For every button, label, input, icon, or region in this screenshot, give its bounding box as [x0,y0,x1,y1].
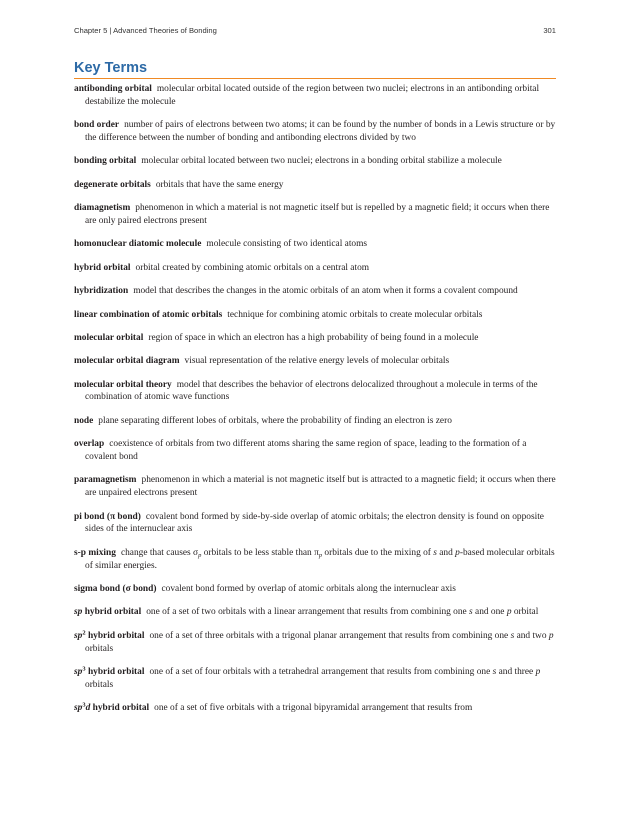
term-name: s-p mixing [74,547,116,558]
glossary-entry [74,702,556,715]
term-name: homonuclear diatomic molecule [74,239,202,250]
term-definition: one of a set of three orbitals with a trigonal planar arrangement that results from combining one s and two p orbitals [85,630,554,654]
term-name: bond order [74,120,120,131]
glossary-entry [74,202,556,228]
term-definition: coexistence of orbitals from two different atoms sharing the same region of space, leading to the formation of a covalent bond [85,439,527,463]
term-name: node [74,415,94,426]
term-name: molecular orbital diagram [74,356,180,367]
term-name: degenerate orbitals [74,179,151,190]
page-number: 301 [543,26,556,35]
glossary-entry [74,309,556,322]
key-terms-list [74,83,556,726]
glossary-entry [74,355,556,368]
glossary-entry [74,474,556,500]
glossary-entry [74,583,556,596]
term-definition: orbitals that have the same energy [155,179,284,190]
glossary-entry [74,438,556,464]
glossary-entry [74,119,556,145]
term-name: sigma bond (σ bond) [74,584,157,595]
glossary-entry [74,285,556,298]
term-name: antibonding orbital [74,84,152,94]
term-definition: region of space in which an electron has a high probability of being found in a molecule [148,332,479,343]
term-definition: one of a set of four orbitals with a tetrahedral arrangement that results from combining one s and three p orbitals [85,666,541,690]
term-definition: molecular orbital located outside of the region between two nuclei; electrons in an antibonding orbital destabilize the molecule [85,84,540,107]
term-definition: model that describes the behavior of electrons delocalized throughout a molecule in terms of the combination of atomic wave functions [85,379,538,403]
term-definition: covalent bond formed by side-by-side overlap of atomic orbitals; the electron density is found on opposite sides of the internuclear axis [85,511,544,535]
term-definition: plane separating different lobes of orbitals, where the probability of finding an electron is zero [98,415,452,426]
term-definition: phenomenon in which a material is not magnetic itself but is repelled by a magnetic field; it occurs when there are only paired electrons present [85,203,550,226]
glossary-entry [74,262,556,275]
glossary-entry [74,511,556,537]
term-name: hybrid orbital [74,262,131,273]
glossary-entry [74,415,556,428]
glossary-entry [74,379,556,405]
section-title: Key Terms [74,59,556,79]
glossary-entry [74,606,556,619]
term-definition: molecular orbital located between two nuclei; electrons in a bonding orbital stabilize a molecule [141,156,502,167]
term-definition: covalent bond formed by overlap of atomic orbitals along the internuclear axis [161,584,456,595]
term-definition: model that describes the changes in the atomic orbitals of an atom when it forms a covalent compound [133,286,518,297]
glossary-entry [74,666,556,692]
glossary-entry [74,83,556,109]
glossary-entry [74,155,556,168]
term-name: linear combination of atomic orbitals [74,309,223,320]
chapter-title: Chapter 5 | Advanced Theories of Bonding [74,26,217,35]
term-definition: one of a set of five orbitals with a trigonal bipyramidal arrangement that results from [154,703,473,714]
term-name: sp hybrid orbital [74,607,142,618]
term-name: molecular orbital [74,332,144,343]
term-definition: number of pairs of electrons between two atoms; it can be found by the number of bonds in a Lewis structure or by the difference between the number of bonding and antibonding electrons divided by two [85,120,556,143]
term-name: paramagnetism [74,475,137,486]
term-definition: technique for combining atomic orbitals to create molecular orbitals [227,309,483,320]
term-definition: phenomenon in which a material is not magnetic itself but is attracted to a magnetic field; it occurs when there are unpaired electrons present [85,475,556,499]
term-name: $sp^3$ hybrid orbital [74,665,145,677]
glossary-entry [74,332,556,345]
term-definition: visual representation of the relative energy levels of molecular orbitals [184,356,450,367]
glossary-entry [74,179,556,192]
term-name: hybridization [74,286,129,297]
term-definition: molecule consisting of two identical atoms [206,239,368,250]
term-name: bonding orbital [74,156,137,167]
glossary-entry [74,238,556,251]
glossary-entry [74,630,556,656]
term-name: $sp^3d$ hybrid orbital [74,701,150,714]
term-name: $sp^2$ hybrid orbital [74,629,145,641]
term-definition: orbital created by combining atomic orbitals on a central atom [135,262,370,273]
term-definition: change that causes $\sigma_p$ orbitals to be less stable than $\pi_p$ orbitals due to the mixing of s and p-based molecular orbitals of similar energies. [85,547,555,571]
term-name: pi bond (π bond) [74,511,141,522]
term-name: molecular orbital theory [74,379,172,390]
term-name: diamagnetism [74,203,131,214]
term-definition: one of a set of two orbitals with a linear arrangement that results from combining one s and one p orbital [146,607,539,618]
glossary-entry [74,547,556,573]
term-name: overlap [74,439,105,450]
